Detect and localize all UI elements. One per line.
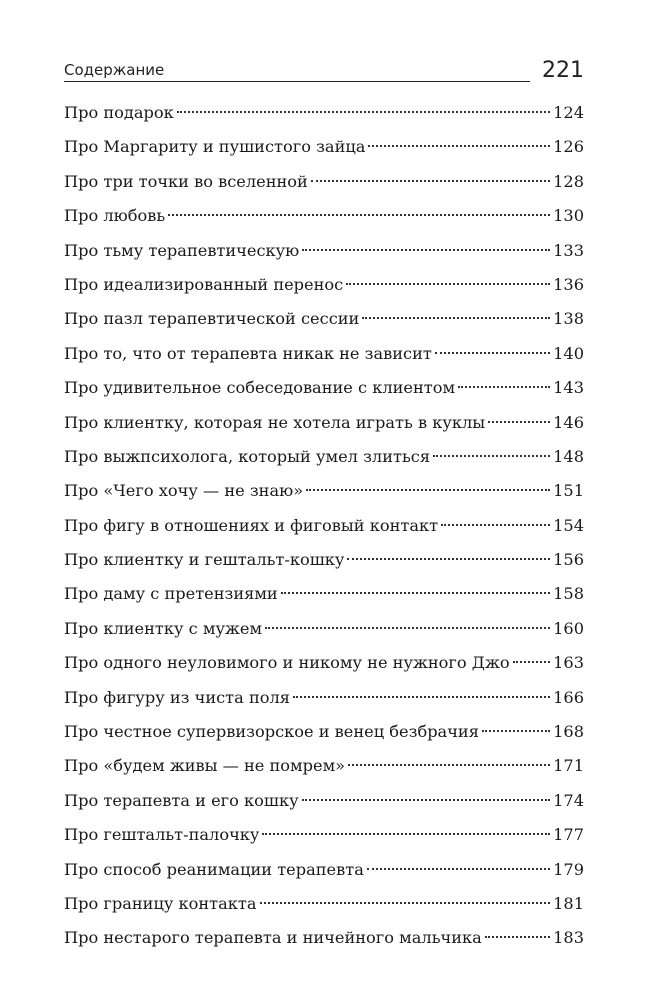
toc-entry — [64, 268, 584, 302]
toc-entry-page: 158 — [553, 584, 584, 604]
toc-entry-page: 166 — [553, 687, 584, 707]
toc-entry-title: Про границу контакта — [64, 893, 257, 913]
toc-entry-title: Про честное супервизорское и венец безбрачия — [64, 722, 479, 742]
toc-entry — [64, 199, 584, 233]
running-header — [64, 48, 584, 82]
toc-entry-page: 133 — [553, 240, 584, 260]
running-header-title: Содержание — [64, 61, 165, 79]
toc-entry-title: Про Маргариту и пушистого зайца — [64, 137, 366, 157]
toc-entry — [64, 818, 584, 852]
dot-leader — [311, 180, 550, 182]
toc-entry — [64, 784, 584, 818]
toc-entry-title: Про одного неуловимого и никому не нужного Джо — [64, 653, 510, 673]
toc-entry-title: Про подарок — [64, 103, 174, 122]
toc-entry-title: Про терапевта и его кошку — [64, 790, 299, 810]
toc-entry-page: 151 — [553, 481, 584, 501]
toc-entry — [64, 853, 584, 887]
toc-entry-title: Про «Чего хочу — не знаю» — [64, 481, 304, 501]
toc-entry — [64, 646, 584, 680]
toc-entry — [64, 302, 584, 336]
toc-entry-page: 160 — [553, 618, 584, 638]
toc-entry-page: 126 — [553, 137, 584, 157]
toc-entry-title: Про удивительное собеседование с клиентом — [64, 378, 456, 398]
toc-entry-page: 154 — [553, 515, 584, 535]
toc-entry-page: 174 — [553, 790, 584, 810]
dot-leader — [265, 627, 550, 629]
toc-entry-title: Про пазл терапевтической сессии — [64, 309, 360, 329]
dot-leader — [293, 696, 550, 698]
dot-leader — [281, 592, 550, 594]
toc-entry — [64, 440, 584, 474]
dot-leader — [485, 936, 550, 938]
toc-entry — [64, 612, 584, 646]
toc-entry-title: Про гештальт-палочку — [64, 825, 260, 845]
toc-entry — [64, 234, 584, 268]
toc-entry-page: 168 — [553, 722, 584, 742]
toc-entry-title: Про идеализированный перенос — [64, 274, 344, 294]
dot-leader — [458, 386, 550, 388]
toc-entry-title: Про клиентку с мужем — [64, 618, 263, 638]
toc-entry-page: 140 — [553, 343, 584, 363]
toc-entry-title: Про способ реанимации терапевта — [64, 859, 364, 879]
toc-entry-title: Про нестарого терапевта и ничейного мальчика — [64, 928, 482, 948]
toc-entry-page: 179 — [553, 859, 584, 879]
toc-entry — [64, 509, 584, 543]
toc-entry-page: 128 — [553, 171, 584, 191]
toc-entry-title: Про клиентку, которая не хотела играть в куклы — [64, 412, 486, 432]
dot-leader — [367, 868, 550, 870]
toc-entry — [64, 681, 584, 715]
table-of-contents — [64, 96, 584, 956]
dot-leader — [435, 352, 550, 354]
toc-entry-title: Про фигу в отношениях и фиговый контакт — [64, 515, 439, 535]
toc-entry-page: 156 — [553, 550, 584, 570]
toc-entry — [64, 577, 584, 611]
toc-entry — [64, 165, 584, 199]
toc-entry-title: Про «будем живы — не помрем» — [64, 756, 346, 776]
toc-entry-title: Про клиентку и гештальт-кошку — [64, 550, 345, 570]
dot-leader — [362, 317, 550, 319]
page-number: 221 — [542, 58, 584, 83]
dot-leader — [488, 421, 550, 423]
dot-leader — [347, 558, 550, 560]
dot-leader — [306, 489, 550, 491]
dot-leader — [433, 455, 550, 457]
toc-entry-page: 183 — [553, 928, 584, 948]
toc-entry — [64, 474, 584, 508]
dot-leader — [302, 799, 551, 801]
toc-entry-title: Про даму с претензиями — [64, 584, 278, 604]
toc-entry-page: 143 — [553, 378, 584, 398]
dot-leader — [482, 730, 550, 732]
toc-entry — [64, 715, 584, 749]
toc-entry-title: Про выжпсихолога, который умел злиться — [64, 446, 431, 466]
toc-entry — [64, 921, 584, 955]
toc-entry-page: 136 — [553, 274, 584, 294]
toc-entry — [64, 337, 584, 371]
toc-entry-page: 146 — [553, 412, 584, 432]
dot-leader — [260, 902, 551, 904]
toc-entry-title: Про тьму терапевтическую — [64, 240, 300, 260]
dot-leader — [262, 833, 550, 835]
dot-leader — [177, 111, 550, 113]
toc-entry — [64, 371, 584, 405]
toc-entry-page: 138 — [553, 309, 584, 329]
toc-entry-title: Про три точки во вселенной — [64, 171, 308, 191]
toc-entry — [64, 96, 584, 130]
toc-entry-page: 163 — [553, 653, 584, 673]
dot-leader — [168, 214, 550, 216]
toc-entry-page: 181 — [553, 893, 584, 913]
toc-entry — [64, 887, 584, 921]
toc-entry — [64, 406, 584, 440]
toc-entry-title: Про любовь — [64, 206, 166, 226]
toc-entry-page: 148 — [553, 446, 584, 466]
toc-entry-page: 124 — [553, 103, 584, 122]
toc-entry-page: 171 — [553, 756, 584, 776]
header-rule — [64, 81, 530, 82]
toc-entry-page: 177 — [553, 825, 584, 845]
toc-entry — [64, 749, 584, 783]
dot-leader — [368, 145, 550, 147]
dot-leader — [441, 524, 550, 526]
toc-entry — [64, 543, 584, 577]
dot-leader — [513, 661, 551, 663]
toc-entry — [64, 130, 584, 164]
dot-leader — [302, 249, 550, 251]
toc-entry-title: Про то, что от терапевта никак не зависит — [64, 343, 432, 363]
toc-entry-page: 130 — [553, 206, 584, 226]
dot-leader — [348, 764, 550, 766]
toc-entry-title: Про фигуру из чиста поля — [64, 687, 290, 707]
dot-leader — [346, 283, 550, 285]
